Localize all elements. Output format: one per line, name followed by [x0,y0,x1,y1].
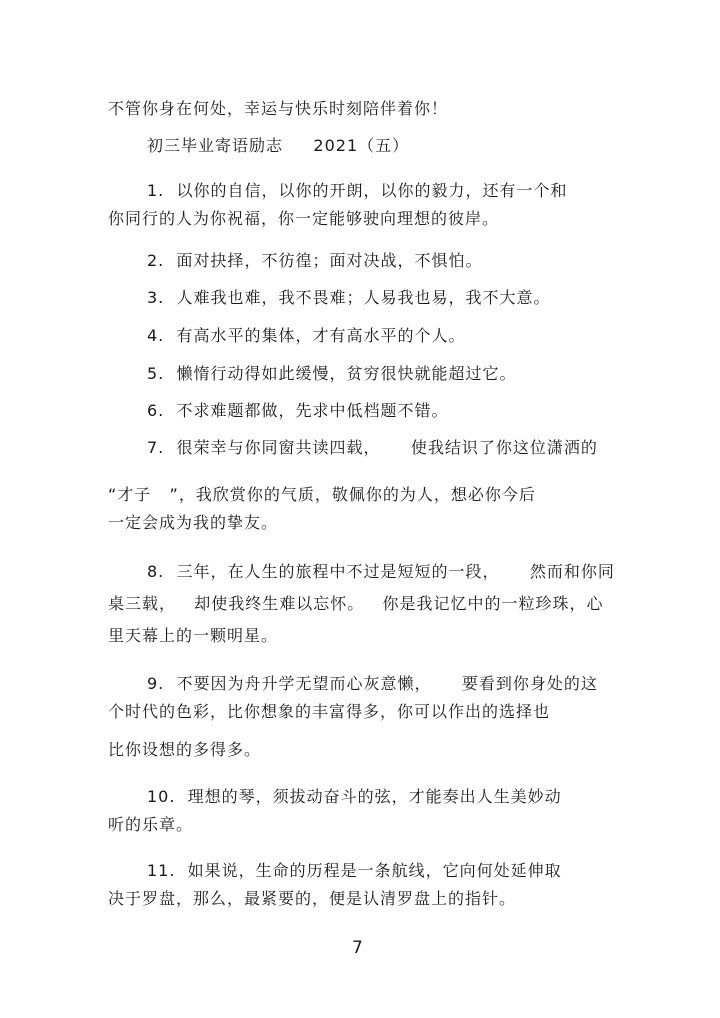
section-heading: 初三毕业寄语励志 2021（五） [147,136,410,155]
intro-line: 不管你身在何处，幸运与快乐时刻陪伴着你！ [108,99,449,118]
item-10-line-2: 听的乐章。 [108,815,194,834]
page-number: 7 [352,938,363,958]
item-1-line-1: 1. 以你的自信，以你的开朗，以你的毅力，还有一个和 [147,181,568,200]
item-11-line-1: 11. 如果说，生命的历程是一条航线，它向何处延伸取 [147,861,562,880]
item-8-line-1: 8. 三年，在人生的旅程中不过是短短的一段， 然而和你同 [147,562,615,581]
item-5-line-1: 5. 懒惰行动得如此缓慢，贫穷很快就能超过它。 [147,364,517,383]
item-8-line-2: 桌三载， 却使我终生难以忘怀。 你是我记忆中的一粒珍珠，心 [108,594,604,613]
item-3-line-1: 3. 人难我也难，我不畏难；人易我也易，我不大意。 [147,288,551,307]
item-10-line-1: 10. 理想的琴，须拔动奋斗的弦，才能奏出人生美妙动 [147,787,562,806]
item-7-line-1: 7. 很荣幸与你同窗共读四载， 使我结识了你这位潇洒的 [147,438,598,457]
item-7-line-3: 一定会成为我的挚友。 [108,513,279,532]
item-6-line-1: 6. 不求难题都做，先求中低档题不错。 [147,401,449,420]
item-7-line-2: “才子 ”，我欣赏你的气质，敬佩你的为人，想必你今后 [108,485,536,504]
item-2-line-1: 2. 面对抉择，不彷徨；面对决战，不惧怕。 [147,251,483,270]
item-8-line-3: 里天幕上的一颗明星。 [108,626,279,645]
item-9-line-2: 个时代的色彩，比你想象的丰富得多，你可以作出的选择也 [108,702,551,721]
item-4-line-1: 4. 有高水平的集体，才有高水平的个人。 [147,326,466,345]
item-9-line-1: 9. 不要因为舟升学无望而心灰意懒， 要看到你身处的这 [147,674,598,693]
item-9-line-3: 比你设想的多得多。 [108,740,262,759]
item-11-line-2: 决于罗盘，那么，最紧要的，便是认清罗盘上的指针。 [108,889,517,908]
item-1-line-2: 你同行的人为你祝福，你一定能够驶向理想的彼岸。 [108,209,500,228]
